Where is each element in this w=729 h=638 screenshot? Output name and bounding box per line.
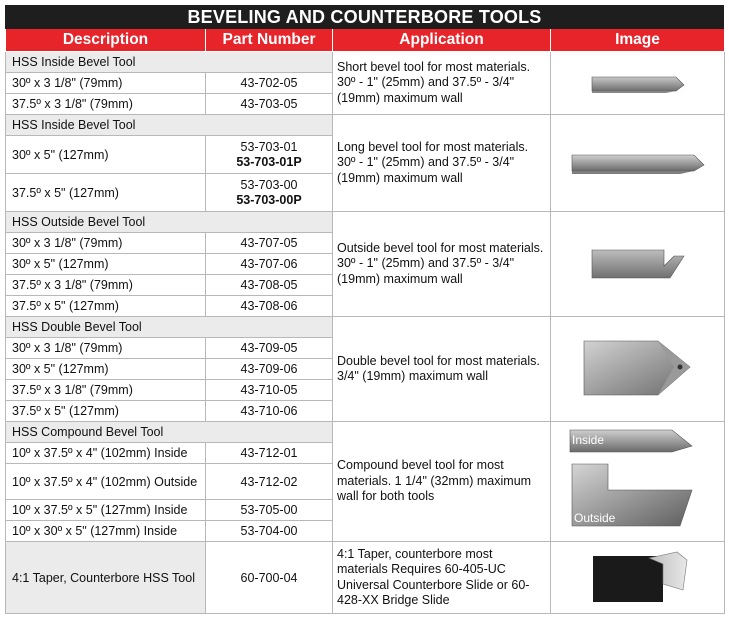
group-header bbox=[6, 115, 725, 136]
part-number: 53-703-00 bbox=[240, 177, 298, 192]
col-description: Description bbox=[6, 29, 206, 52]
header-row bbox=[6, 29, 725, 52]
application-text: Compound bevel tool for most materials. 1 1/4" (32mm) maximum wall for both tools bbox=[333, 422, 551, 542]
group-header bbox=[6, 422, 725, 443]
group-name: HSS Inside Bevel Tool bbox=[6, 52, 333, 73]
part-number-cell: 43-712-02 bbox=[206, 464, 333, 500]
tool-image bbox=[551, 542, 725, 614]
tool-image bbox=[551, 317, 725, 422]
part-number-cell: 43-708-05 bbox=[206, 275, 333, 296]
part-number-cell: 43-707-06 bbox=[206, 254, 333, 275]
outside-bevel-tool-icon bbox=[588, 242, 688, 286]
application-text: Outside bevel tool for most materials. 30º - 1" (25mm) and 37.5º - 3/4" (19mm) maximum wall bbox=[333, 212, 551, 317]
part-number-cell: 53-704-00 bbox=[206, 521, 333, 542]
group-header bbox=[6, 212, 725, 233]
description-cell: 4:1 Taper, Counterbore HSS Tool bbox=[6, 542, 206, 614]
col-part-number: Part Number bbox=[206, 29, 333, 52]
group-name: HSS Outside Bevel Tool bbox=[6, 212, 333, 233]
description-cell: 37.5º x 3 1/8" (79mm) bbox=[6, 94, 206, 115]
counterbore-tool-icon bbox=[583, 550, 693, 606]
application-text: Long bevel tool for most materials. 30º - 1" (25mm) and 37.5º - 3/4" (19mm) maximum wall bbox=[333, 115, 551, 212]
application-text: 4:1 Taper, counterbore most materials Requires 60-405-UC Universal Counterbore Slide or 60-428-XX Bridge Slide bbox=[333, 542, 551, 614]
part-number-cell bbox=[206, 174, 333, 212]
part-number-cell: 43-707-05 bbox=[206, 233, 333, 254]
description-cell: 37.5º x 3 1/8" (79mm) bbox=[6, 275, 206, 296]
double-bevel-tool-icon bbox=[578, 337, 698, 401]
part-number-cell bbox=[206, 136, 333, 174]
inside-label: Inside bbox=[571, 432, 604, 447]
part-number-cell: 43-702-05 bbox=[206, 73, 333, 94]
part-number-cell: 43-703-05 bbox=[206, 94, 333, 115]
part-number: 53-703-01 bbox=[240, 139, 298, 154]
description-cell: 30º x 3 1/8" (79mm) bbox=[6, 73, 206, 94]
application-text: Double bevel tool for most materials. 3/4" (19mm) maximum wall bbox=[333, 317, 551, 422]
part-number-p: 53-703-00P bbox=[236, 192, 302, 207]
part-number-cell: 43-709-06 bbox=[206, 359, 333, 380]
part-number-cell: 60-700-04 bbox=[206, 542, 333, 614]
description-cell: 10º x 37.5º x 4" (102mm) Inside bbox=[6, 443, 206, 464]
part-number-cell: 43-710-06 bbox=[206, 401, 333, 422]
description-cell: 37.5º x 3 1/8" (79mm) bbox=[6, 380, 206, 401]
description-cell: 10º x 30º x 5" (127mm) Inside bbox=[6, 521, 206, 542]
part-number-cell: 43-708-06 bbox=[206, 296, 333, 317]
outside-label: Outside bbox=[573, 510, 615, 525]
application-text: Short bevel tool for most materials. 30º - 1" (25mm) and 37.5º - 3/4" (19mm) maximum wall bbox=[333, 52, 551, 115]
part-number-cell: 53-705-00 bbox=[206, 500, 333, 521]
tools-table bbox=[5, 29, 725, 614]
tool-image bbox=[551, 115, 725, 212]
description-cell: 30º x 3 1/8" (79mm) bbox=[6, 338, 206, 359]
group-name: HSS Compound Bevel Tool bbox=[6, 422, 333, 443]
tool-image bbox=[551, 422, 725, 542]
description-cell: 10º x 37.5º x 5" (127mm) Inside bbox=[6, 500, 206, 521]
description-cell: 37.5º x 5" (127mm) bbox=[6, 296, 206, 317]
short-bevel-tool-icon bbox=[588, 63, 688, 103]
group-name: HSS Double Bevel Tool bbox=[6, 317, 333, 338]
long-bevel-tool-icon bbox=[568, 143, 708, 183]
description-cell: 30º x 5" (127mm) bbox=[6, 136, 206, 174]
part-number-cell: 43-712-01 bbox=[206, 443, 333, 464]
description-cell: 30º x 5" (127mm) bbox=[6, 359, 206, 380]
description-cell: 10º x 37.5º x 4" (102mm) Outside bbox=[6, 464, 206, 500]
description-cell: 30º x 5" (127mm) bbox=[6, 254, 206, 275]
group-header bbox=[6, 317, 725, 338]
part-number-cell: 43-709-05 bbox=[206, 338, 333, 359]
tool-image bbox=[551, 212, 725, 317]
group-name: HSS Inside Bevel Tool bbox=[6, 115, 333, 136]
tool-image bbox=[551, 52, 725, 115]
group-header bbox=[6, 52, 725, 73]
taper-row bbox=[6, 542, 725, 614]
part-number-cell: 43-710-05 bbox=[206, 380, 333, 401]
page-title: BEVELING AND COUNTERBORE TOOLS bbox=[5, 5, 724, 29]
description-cell: 30º x 3 1/8" (79mm) bbox=[6, 233, 206, 254]
description-cell: 37.5º x 5" (127mm) bbox=[6, 401, 206, 422]
col-image: Image bbox=[551, 29, 725, 52]
col-application: Application bbox=[333, 29, 551, 52]
description-cell: 37.5º x 5" (127mm) bbox=[6, 174, 206, 212]
compound-bevel-tools-icon bbox=[568, 426, 708, 538]
part-number-p: 53-703-01P bbox=[236, 154, 302, 169]
